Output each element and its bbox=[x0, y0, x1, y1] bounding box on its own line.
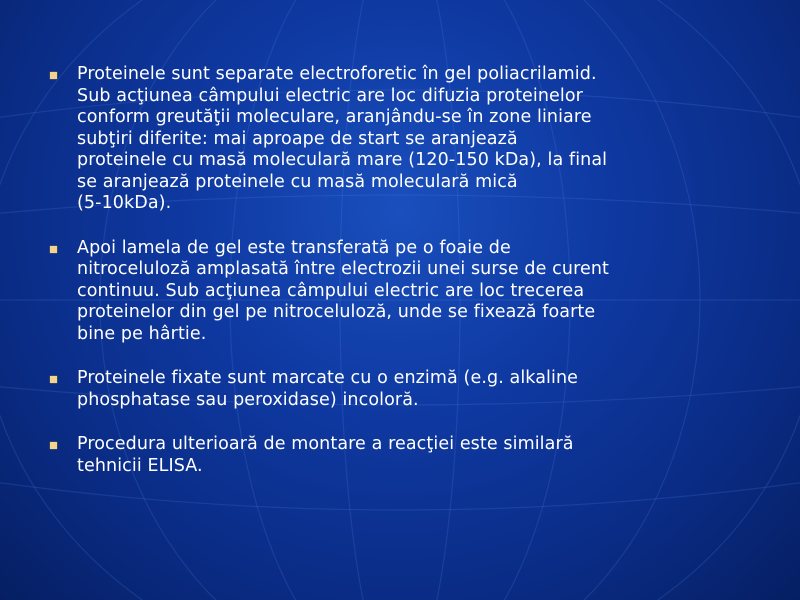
bullet-item bbox=[50, 64, 770, 215]
bullet-item bbox=[50, 434, 770, 477]
bullet-text: Proteinele sunt separate electroforetic în gel poliacrilamid. Sub acţiunea câmpului electric are loc difuzia proteinelor conform greutăţii moleculare, aranjându-se în zone liniare subţiri diferite: mai aproape de start se aranjează proteinele cu masă moleculară mare (120-150 kDa), la final se aranjează proteinele cu masă moleculară mică (5-10kDa). bbox=[77, 64, 608, 213]
bullet-item bbox=[50, 238, 770, 346]
bullet-text: Procedura ulterioară de montare a reacţiei este similară tehnicii ELISA. bbox=[77, 434, 574, 476]
bullet-square-icon bbox=[50, 376, 57, 383]
bullet-text: Apoi lamela de gel este transferată pe o foaie de nitroceluloză amplasată între electrozii unei surse de curent continuu. Sub acţiunea câmpului electric are loc trecerea proteinelor din gel pe nitroceluloză, unde se fixează foarte bine pe hârtie. bbox=[77, 237, 609, 344]
bullet-item bbox=[50, 368, 770, 411]
bullet-square-icon bbox=[50, 442, 57, 449]
bullet-text: Proteinele fixate sunt marcate cu o enzimă (e.g. alkaline phosphatase sau peroxidase) incoloră. bbox=[77, 368, 579, 410]
bullet-list bbox=[50, 64, 770, 500]
bullet-square-icon bbox=[50, 72, 57, 79]
bullet-square-icon bbox=[50, 246, 57, 253]
